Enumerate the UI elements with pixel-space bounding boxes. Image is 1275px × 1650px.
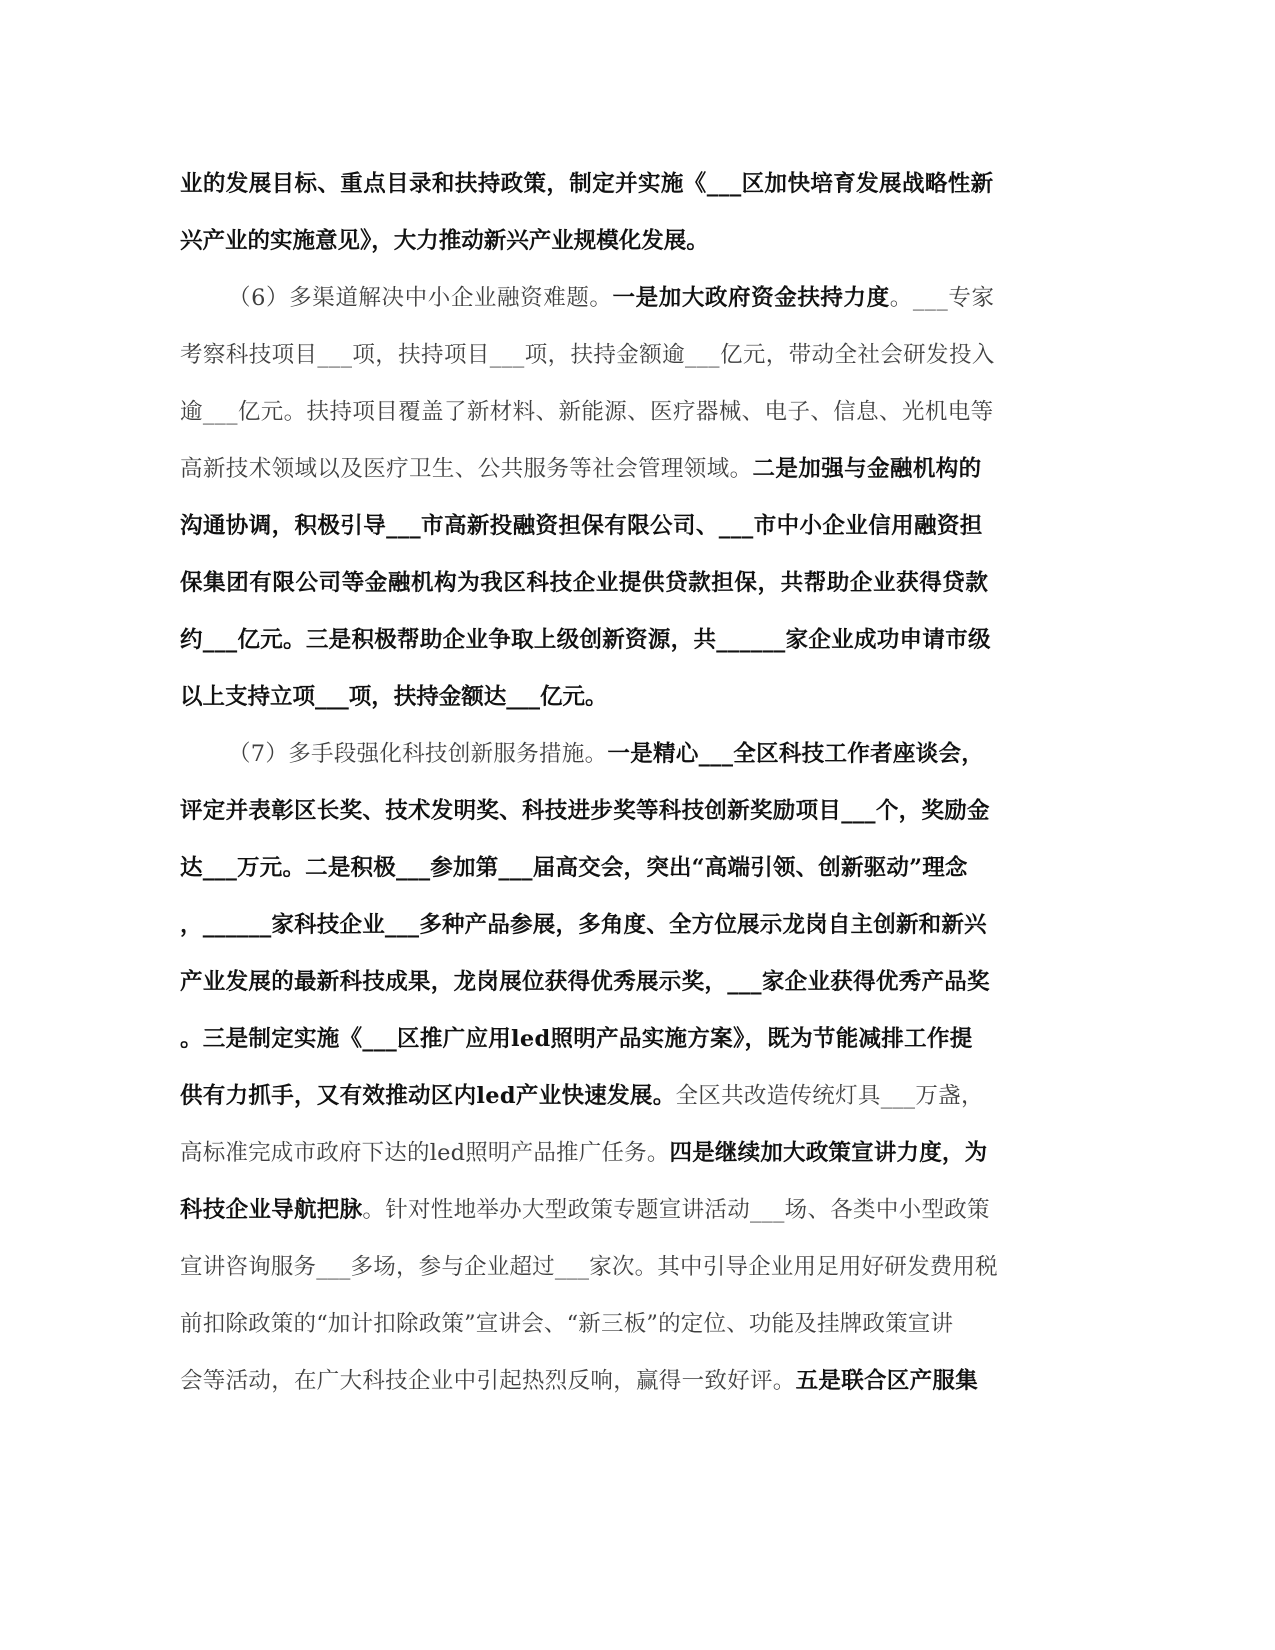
text-run: 高标准完成市政府下达的led照明产品推广任务。 — [180, 1140, 670, 1166]
text-line — [228, 734, 1040, 774]
text-run: （7）多手段强化科技创新服务措施。 — [228, 741, 608, 767]
text-run: 约___亿元。三是积极帮助企业争取上级创新资源，共______家企业成功申请市级 — [180, 627, 991, 653]
text-line — [180, 620, 1040, 660]
text-line — [180, 1076, 1040, 1116]
text-line — [180, 962, 1040, 1002]
text-line — [180, 1133, 1040, 1173]
text-line — [180, 392, 1040, 432]
text-run: 保集团有限公司等金融机构为我区科技企业提供贷款担保，共帮助企业获得贷款 — [180, 570, 989, 596]
text-run: 考察科技项目___项，扶持项目___项，扶持金额逾___亿元，带动全社会研发投入 — [180, 342, 995, 368]
text-run: 产业发展的最新科技成果，龙岗展位获得优秀展示奖，___家企业获得优秀产品奖 — [180, 969, 990, 995]
text-line — [180, 1190, 1040, 1230]
text-run: 一是精心___全区科技工作者座谈会， — [607, 741, 985, 767]
text-run: 前扣除政策的“加计扣除政策”宣讲会、“新三板”的定位、功能及挂牌政策宣讲 — [180, 1311, 954, 1337]
text-run: 会等活动，在广大科技企业中引起热烈反响，赢得一致好评。 — [180, 1368, 796, 1394]
text-run: （6）多渠道解决中小企业融资难题。 — [228, 285, 613, 311]
text-run: 五是联合区产服集 — [795, 1368, 979, 1394]
text-line — [180, 1361, 1040, 1401]
text-line — [180, 1247, 1040, 1287]
text-line — [180, 506, 1040, 546]
text-line — [180, 848, 1040, 888]
text-run: 高新技术领域以及医疗卫生、公共服务等社会管理领域。 — [180, 456, 753, 482]
text-line — [180, 335, 1040, 375]
text-line — [180, 1019, 1040, 1059]
text-run: 评定并表彰区长奖、技术发明奖、科技进步奖等科技创新奖励项目___个，奖励金 — [180, 798, 990, 824]
text-run: 宣讲咨询服务___多场，参与企业超过___家次。其中引导企业用足用好研发费用税 — [180, 1254, 998, 1280]
text-run: 业的发展目标、重点目录和扶持政策，制定并实施《___区加快培育发展战略性新 — [180, 171, 994, 197]
text-run: 四是继续加大政策宣讲力度，为 — [669, 1140, 988, 1166]
text-run: 全区共改造传统灯具___万盏， — [675, 1083, 984, 1109]
text-run: 。针对性地举办大型政策专题宣讲活动___场、各类中小型政策 — [362, 1197, 990, 1223]
text-line — [180, 677, 1040, 717]
text-run: 达___万元。二是积极___参加第___届高交会，突出“高端引领、创新驱动”理念 — [180, 855, 968, 881]
text-line — [228, 278, 1040, 318]
text-run: 沟通协调，积极引导___市高新投融资担保有限公司、___市中小企业信用融资担 — [180, 513, 983, 539]
text-line — [180, 1304, 1040, 1344]
text-line — [180, 221, 1040, 261]
text-run: ，______家科技企业___多种产品参展，多角度、全方位展示龙岗自主创新和新兴 — [180, 912, 987, 938]
text-run: 。三是制定实施《___区推广应用led照明产品实施方案》，既为节能减排工作提 — [180, 1026, 973, 1052]
text-run: 。___专家 — [889, 285, 995, 311]
text-run: 兴产业的实施意见》，大力推动新兴产业规模化发展。 — [180, 228, 709, 254]
text-line — [180, 905, 1040, 945]
text-run: 供有力抓手，又有效推动区内led产业快速发展。 — [180, 1083, 676, 1109]
text-run: 二是加强与金融机构的 — [752, 456, 982, 482]
text-line — [180, 449, 1040, 489]
text-run: 科技企业导航把脉 — [180, 1197, 363, 1223]
text-line — [180, 563, 1040, 603]
text-line — [180, 791, 1040, 831]
text-run: 一是加大政府资金扶持力度 — [612, 285, 890, 311]
text-line — [180, 164, 1040, 204]
text-run: 逾___亿元。扶持项目覆盖了新材料、新能源、医疗器械、电子、信息、光机电等 — [180, 399, 994, 425]
text-run: 以上支持立项___项，扶持金额达___亿元。 — [180, 684, 608, 710]
